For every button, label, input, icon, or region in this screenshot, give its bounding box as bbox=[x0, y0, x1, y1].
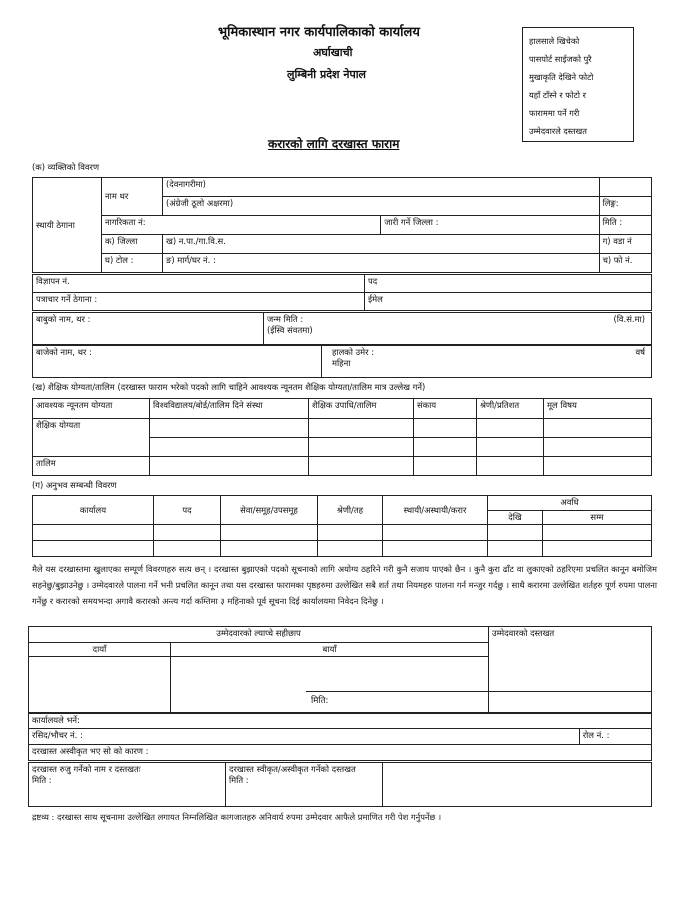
dob-label: जन्म मिति : bbox=[267, 314, 304, 324]
row-education-label: शैक्षिक योग्यता bbox=[33, 419, 150, 457]
row-training-label: तालिम bbox=[33, 457, 150, 476]
signature-date-label: मिति: bbox=[311, 696, 329, 706]
col-major: मूल विषय bbox=[544, 399, 652, 419]
grandfather-name-field[interactable]: बाजेको नाम, थर : bbox=[33, 346, 322, 378]
col-office: कार्यालय bbox=[33, 496, 154, 525]
years-label: वर्ष bbox=[635, 347, 645, 357]
cell[interactable] bbox=[477, 438, 544, 457]
form-title: करारको लागि दरखास्त फाराम bbox=[268, 137, 400, 151]
section-a-heading: (क) व्यक्तिको विवरण bbox=[32, 162, 100, 172]
cell[interactable] bbox=[154, 541, 221, 557]
devanagari-name-field[interactable] bbox=[599, 178, 651, 197]
office-use-table bbox=[28, 713, 652, 761]
cell[interactable] bbox=[383, 541, 488, 557]
approver-sign-box[interactable] bbox=[383, 763, 652, 807]
tole-field[interactable]: घ) टोल : bbox=[102, 254, 163, 273]
cell[interactable] bbox=[544, 457, 652, 476]
bs-label: (वि.सं.मा) bbox=[613, 314, 645, 324]
months-label: महिना bbox=[332, 357, 351, 368]
right-thumb-box[interactable] bbox=[29, 657, 171, 713]
cell[interactable] bbox=[150, 419, 309, 438]
receiver-label: दरखास्त रुजु गर्नेको नाम र दस्तखतः bbox=[32, 764, 141, 774]
cell[interactable] bbox=[488, 525, 543, 541]
col-period: अवधि bbox=[488, 496, 652, 511]
cell[interactable] bbox=[477, 419, 544, 438]
receipt-no-field[interactable]: रसिद/भौचर नं. : bbox=[29, 729, 580, 745]
cell[interactable] bbox=[309, 457, 414, 476]
col-min-qualification: आवश्यक न्यूनतम योग्यता bbox=[33, 399, 150, 419]
col-faculty: संकाय bbox=[414, 399, 477, 419]
grandfather-table bbox=[32, 345, 652, 378]
reject-reason-field[interactable]: दरखास्त अस्वीकृत भए सो को कारण : bbox=[29, 745, 652, 761]
declaration-text: मैले यस दरखास्तमा खुलाएका सम्पूर्ण विवरणहरु सत्य छन् । दरखास्त बुझाएको पदको सूचनाको लागि अयोग्य ठहरिने गरी कुनै सजाय पाएको छैन । कुनै कुरा ढाँट वा लुकाएको ठहरिएमा प्रचलित कानून बमोजिम सहनेछु/बुझाउनेछु । उम्मेदवारले पालना गर्ने भनी प्रचलित कानून तथा यस दरखास्त फारामका पृष्ठहरुमा उल्लेखित सबै शर्त तथा नियमहरु पालना गर्न मन्जुर गर्दछु । साथै करारमा उल्लेखित शर्तहरु पूर्ण रुपमा पालना गर्नेछु र करारको समयभन्दा अगावै करारको अन्त्य गर्दा कम्तिमा ३ महिनाको पूर्व सूचना दिई कार्यालयमा निवेदन दिनेछु । bbox=[32, 564, 657, 606]
photo-line: यहाँ टाँस्ने र फोटो र bbox=[529, 90, 586, 100]
post-field[interactable]: पद bbox=[365, 275, 652, 293]
photo-line: मुखाकृति देखिने फोटो bbox=[529, 72, 594, 82]
district-field[interactable]: क) जिल्ला bbox=[102, 235, 163, 254]
cell[interactable] bbox=[33, 541, 154, 557]
thumbprint-label: उम्मेदवारको ल्याप्चे सहीछाप bbox=[29, 627, 489, 643]
name-label: नाम थर bbox=[102, 178, 163, 216]
cell[interactable] bbox=[414, 438, 477, 457]
email-field[interactable]: ईमेल bbox=[365, 293, 652, 311]
col-type: स्थायी/अस्थायी/करार bbox=[383, 496, 488, 525]
signature-date-divider bbox=[306, 691, 652, 692]
cell[interactable] bbox=[150, 457, 309, 476]
receiver-date-label: मिति : bbox=[32, 774, 52, 785]
col-from: देखि bbox=[488, 511, 543, 525]
age-field[interactable] bbox=[322, 346, 652, 378]
street-field[interactable]: ङ) मार्ग/घर नं. : bbox=[163, 254, 600, 273]
section-c-heading: (ग) अनुभव सम्बन्धी विवरण bbox=[32, 480, 117, 490]
col-level: श्रेणी/तह bbox=[318, 496, 383, 525]
cell[interactable] bbox=[544, 419, 652, 438]
cell[interactable] bbox=[309, 419, 414, 438]
roll-no-field[interactable]: रोल नं. : bbox=[579, 729, 651, 745]
verification-table bbox=[28, 762, 652, 807]
cell[interactable] bbox=[414, 457, 477, 476]
place-name: अर्घाखाची bbox=[313, 46, 353, 59]
devanagari-label: (देवनागरीमा) bbox=[163, 178, 600, 197]
parent-table bbox=[32, 312, 652, 345]
citizenship-field[interactable]: नागरिकता नं: bbox=[102, 216, 381, 235]
issue-date-field[interactable]: मिति : bbox=[599, 216, 651, 235]
cell[interactable] bbox=[150, 438, 309, 457]
english-caps-label: (अंग्रेजी ठूलो अक्षरमा) bbox=[163, 197, 600, 216]
cell[interactable] bbox=[221, 525, 318, 541]
cell[interactable] bbox=[543, 525, 652, 541]
cell[interactable] bbox=[318, 541, 383, 557]
issued-district-field[interactable]: जारी गर्ने जिल्ला : bbox=[381, 216, 599, 235]
photo-line: पासपोर्ट साईजको पुरै bbox=[529, 54, 592, 64]
col-institution: विश्वविद्यालय/बोर्ड/तालिम दिने संस्था bbox=[150, 399, 309, 419]
right-thumb-label: दायाँ bbox=[29, 643, 171, 657]
approver-box[interactable] bbox=[226, 763, 383, 807]
photo-line: उम्मेदवारले दस्तखत bbox=[529, 126, 587, 136]
note-text: द्रष्टव्य : दरखास्त साथ सूचनामा उल्लेखित लगायत निम्नलिखित कागजातहरु अनिवार्य रुपमा उम्मेदवार आफैले प्रमाणित गरी पेश गर्नुपर्नेछ । bbox=[32, 812, 442, 822]
col-division: श्रेणी/प्रतिशत bbox=[477, 399, 544, 419]
cell[interactable] bbox=[318, 525, 383, 541]
cell[interactable] bbox=[221, 541, 318, 557]
office-use-heading: कार्यालयले भर्ने: bbox=[29, 714, 652, 729]
cell[interactable] bbox=[383, 525, 488, 541]
left-thumb-box[interactable] bbox=[171, 657, 489, 713]
current-age-label: हालको उमेर : bbox=[332, 347, 375, 357]
cell[interactable] bbox=[414, 419, 477, 438]
col-to: सम्म bbox=[543, 511, 652, 525]
col-degree: शैक्षिक उपाधि/तालिम bbox=[309, 399, 414, 419]
col-service: सेवा/समूह/उपसमूह bbox=[221, 496, 318, 525]
ward-field[interactable]: ग) वडा नं bbox=[599, 235, 651, 254]
signature-table bbox=[28, 626, 652, 713]
correspondence-field[interactable]: पत्राचार गर्ने ठेगाना : bbox=[33, 293, 365, 311]
office-name: भूमिकास्थान नगर कार्यपालिकाको कार्यालय bbox=[218, 25, 420, 40]
cell[interactable] bbox=[33, 525, 154, 541]
dob-field[interactable] bbox=[264, 313, 652, 345]
photo-box[interactable] bbox=[522, 27, 634, 142]
cell[interactable] bbox=[154, 525, 221, 541]
candidate-signature-label: उम्मेदवारको दस्तखत bbox=[492, 628, 555, 638]
photo-line: हालसाले खिचेको bbox=[529, 36, 580, 46]
permanent-address-label: स्थायी ठेगाना bbox=[33, 178, 102, 273]
col-post: पद bbox=[154, 496, 221, 525]
advert-no-field[interactable]: विज्ञापन नं. bbox=[33, 275, 365, 293]
photo-line: फाराममा पर्ने गरी bbox=[529, 108, 580, 118]
cell[interactable] bbox=[488, 541, 543, 557]
receiver-box[interactable] bbox=[29, 763, 226, 807]
phone-field[interactable]: च) फो नं. bbox=[599, 254, 651, 273]
cell[interactable] bbox=[309, 438, 414, 457]
father-name-field[interactable]: बाबुको नाम, थर : bbox=[33, 313, 264, 345]
personal-details-table bbox=[32, 177, 652, 273]
experience-table bbox=[32, 495, 652, 557]
gender-field[interactable]: लिङ्ग: bbox=[599, 197, 651, 216]
approver-label: दरखास्त स्वीकृत/अस्वीकृत गर्नेको दस्तखत bbox=[229, 764, 356, 774]
left-thumb-label: बायाँ bbox=[171, 643, 489, 657]
ad-label: (ईस्वि संवतमा) bbox=[267, 324, 313, 335]
cell[interactable] bbox=[544, 438, 652, 457]
candidate-signature-box[interactable] bbox=[489, 627, 652, 713]
municipality-field[interactable]: ख) न.पा./गा.वि.स. bbox=[163, 235, 600, 254]
advert-table bbox=[32, 274, 652, 311]
province-name: लुम्बिनी प्रदेश नेपाल bbox=[287, 68, 367, 81]
education-table bbox=[32, 398, 652, 476]
cell[interactable] bbox=[543, 541, 652, 557]
cell[interactable] bbox=[477, 457, 544, 476]
section-b-heading: (ख) शैक्षिक योग्यता/तालिम (दरखास्त फाराम भरेको पदको लागि चाहिने आवश्यक न्यूनतम शैक्षिक योग्यता/तालिम मात्र उल्लेख गर्ने) bbox=[32, 382, 426, 392]
approver-date-label: मिति : bbox=[229, 774, 249, 785]
